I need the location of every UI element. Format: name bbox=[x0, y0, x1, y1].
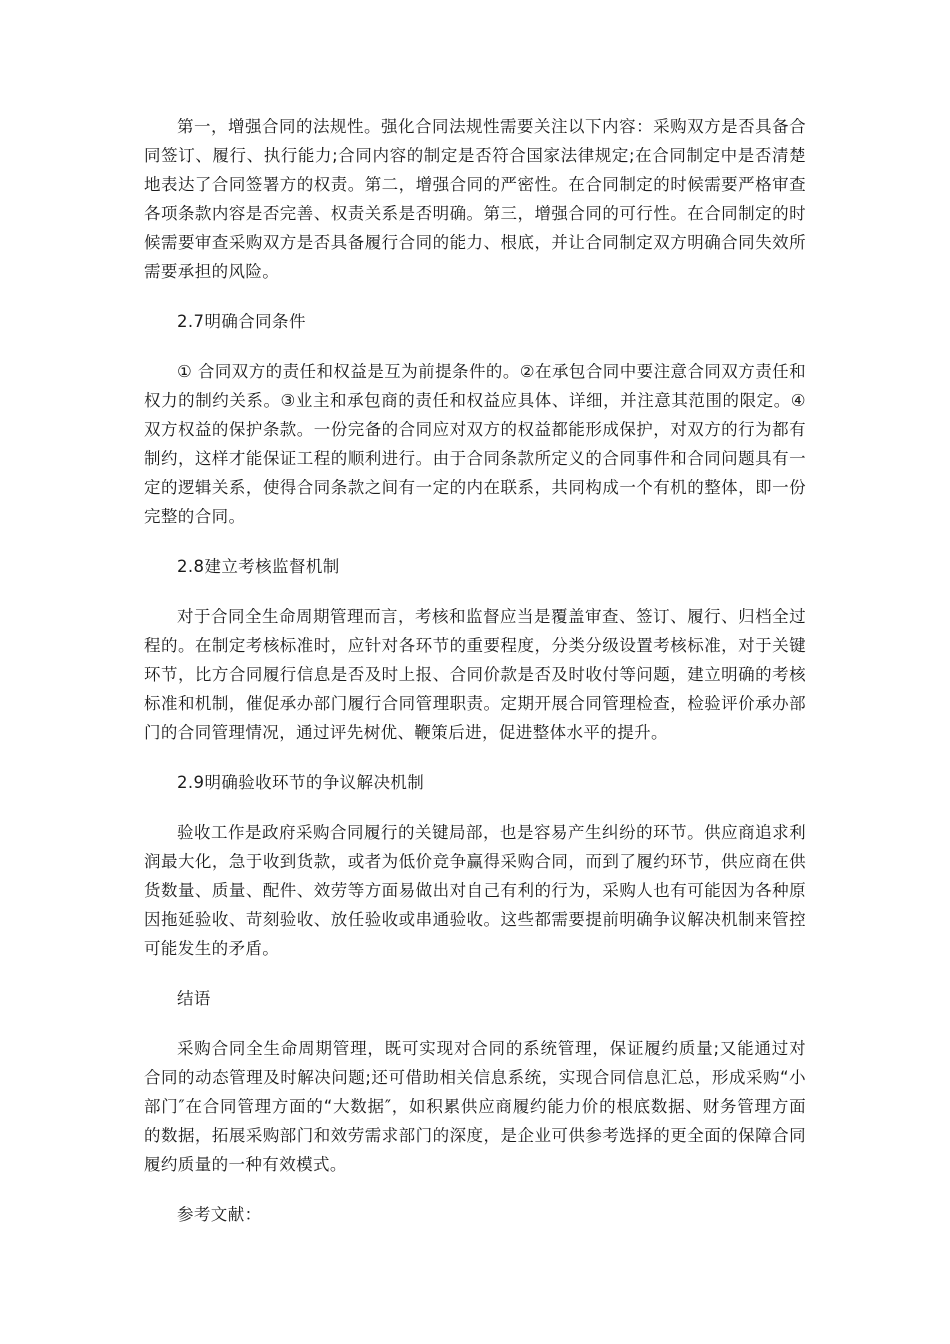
section-heading-2-9: 2.9明确验收环节的争议解决机制 bbox=[177, 773, 425, 792]
section-heading-2-8: 2.8建立考核监督机制 bbox=[177, 557, 340, 576]
section-heading-references: 参考文献： bbox=[177, 1205, 262, 1224]
paragraph-contract-conditions: ① 合同双方的责任和权益是互为前提条件的。②在承包合同中要注意合同双方责任和权力的制约关系。③业主和承包商的责任和权益应具体、详细，并注意其范围的限定。④双方权益的保护条款。一份完备的合同应对双方的权益都能形成保护，对双方的行为都有制约，这样才能保证工程的顺利进行。由于合同条款所定义的合同事件和合同问题具有一定的逻辑关系，使得合同条款之间有一定的内在联系，共同构成一个有机的整体，即一份完整的合同。 bbox=[144, 362, 806, 526]
paragraph-dispute-resolution: 验收工作是政府采购合同履行的关键局部，也是容易产生纠纷的环节。供应商追求利润最大化，急于收到货款，或者为低价竞争赢得采购合同，而到了履约环节，供应商在供货数量、质量、配件、效劳等方面易做出对自己有利的行为，采购人也有可能因为各种原因拖延验收、苛刻验收、放任验收或串通验收。这些都需要提前明确争议解决机制来管控可能发生的矛盾。 bbox=[144, 823, 806, 958]
section-heading-2-7: 2.7明确合同条件 bbox=[177, 312, 306, 331]
document-page bbox=[144, 112, 806, 1250]
paragraph-legal-requirements: 第一，增强合同的法规性。强化合同法规性需要关注以下内容：采购双方是否具备合同签订、履行、执行能力;合同内容的制定是否符合国家法律规定;在合同制定中是否清楚地表达了合同签署方的权责。第二，增强合同的严密性。在合同制定的时候需要严格审查各项条款内容是否完善、权责关系是否明确。第三，增强合同的可行性。在合同制定的时候需要审查采购双方是否具备履行合同的能力、根底，并让合同制定双方明确合同失效所需要承担的风险。 bbox=[144, 117, 806, 281]
section-heading-conclusion: 结语 bbox=[177, 989, 211, 1008]
paragraph-conclusion: 采购合同全生命周期管理，既可实现对合同的系统管理，保证履约质量;又能通过对合同的动态管理及时解决问题;还可借助相关信息系统，实现合同信息汇总，形成采购“小部门″在合同管理方面的“大数据″，如积累供应商履约能力价的根底数据、财务管理方面的数据，拓展采购部门和效劳需求部门的深度，是企业可供参考选择的更全面的保障合同履约质量的一种有效模式。 bbox=[144, 1039, 806, 1174]
paragraph-supervision-mechanism: 对于合同全生命周期管理而言，考核和监督应当是覆盖审查、签订、履行、归档全过程的。在制定考核标准时，应针对各环节的重要程度，分类分级设置考核标准，对于关键环节，比方合同履行信息是否及时上报、合同价款是否及时收付等问题，建立明确的考核标准和机制，催促承办部门履行合同管理职责。定期开展合同管理检查，检验评价承办部门的合同管理情况，通过评先树优、鞭策后进，促进整体水平的提升。 bbox=[144, 607, 806, 742]
